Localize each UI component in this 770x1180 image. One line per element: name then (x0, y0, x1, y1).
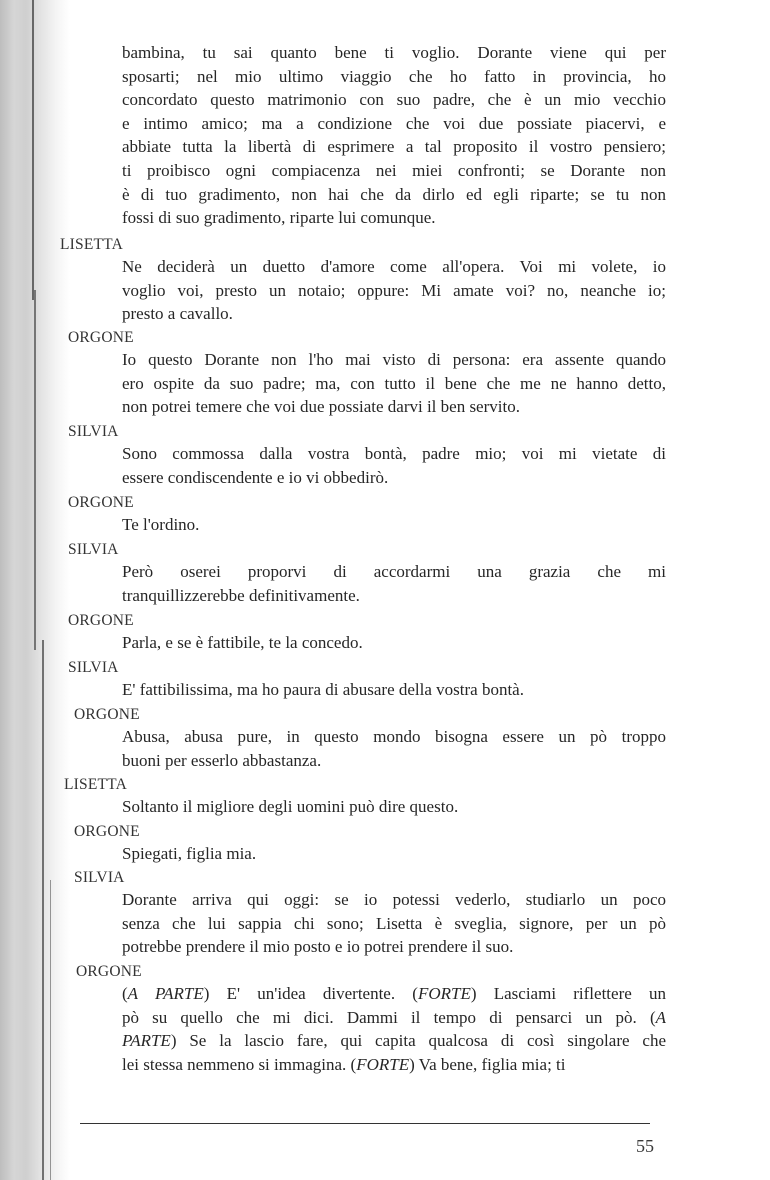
opening-speech-continuation (122, 41, 666, 230)
text-line (122, 1053, 666, 1077)
text-segment: ) Lasciami riflettere un (470, 984, 666, 1003)
text-line: Io questo Dorante non l'ho mai visto di persona: era assente quando (122, 350, 666, 369)
speech-text (122, 255, 666, 326)
text-line: e intimo amico; ma a condizione che voi due possiate piacervi, e (122, 113, 666, 133)
text-line: non potrei temere che voi due possiate darvi il ben servito. (122, 397, 520, 417)
text-line: Dorante arriva qui oggi: se io potessi vederlo, studiarlo un poco (122, 890, 666, 909)
speaker-name: ORGONE (74, 823, 140, 840)
text-line: tranquillizzerebbe definitivamente. (122, 585, 360, 605)
stage-direction: FORTE (417, 984, 471, 1003)
page-number: 55 (636, 1136, 654, 1156)
text-line (122, 1006, 666, 1030)
stage-direction: FORTE (356, 1054, 410, 1074)
text-line (122, 1029, 666, 1053)
stage-direction: A (655, 1007, 666, 1027)
speech-text (122, 982, 666, 1076)
text-segment: lei stessa nemmeno si immagina. ( (122, 1054, 357, 1074)
speaker-name: SILVIA (68, 541, 119, 558)
text-line: è di tuo gradimento, non hai che da dirlo ed egli riparte; se tu non (122, 184, 666, 204)
text-segment: ( (122, 984, 128, 1003)
text-line: Te l'ordino. (122, 515, 200, 534)
speaker-name: SILVIA (74, 869, 125, 886)
text-segment: pò su quello che mi dici. Dammi il tempo di pensarci un pò. ( (122, 1007, 656, 1027)
speaker-name: SILVIA (68, 659, 119, 676)
speaker-name: LISETTA (64, 776, 128, 793)
text-line: Sono commossa dalla vostra bontà, padre mio; voi mi vietate di (122, 444, 666, 463)
text-line: abbiate tutta la libertà di esprimere a tal proposito il vostro pensiero; (122, 137, 666, 157)
binding-line (50, 880, 51, 1180)
stage-direction: PARTE (122, 1031, 171, 1051)
text-line: potrebbe prendere il mio posto e io potrei prendere il suo. (122, 937, 514, 957)
text-line: Abusa, abusa pure, in questo mondo bisogna essere un pò troppo (122, 727, 666, 746)
text-line: Spiegati, figlia mia. (122, 844, 257, 863)
speech-text (122, 842, 666, 866)
speech-text (122, 348, 666, 419)
speaker-name: SILVIA (68, 423, 119, 440)
text-line: Parla, e se è fattibile, te la concedo. (122, 633, 363, 652)
speech-text (122, 888, 666, 959)
speech-text (122, 442, 666, 489)
text-line: voglio voi, presto un notaio; oppure: Mi amate voi? no, neanche io; (122, 280, 666, 300)
stage-direction: A PARTE (127, 984, 204, 1003)
text-line: fossi di suo gradimento, riparte lui comunque. (122, 208, 436, 228)
text-line: bambina, tu sai quanto bene ti voglio. Dorante viene qui per (122, 43, 666, 62)
speaker-name: LISETTA (60, 236, 124, 253)
text-line: ero ospite da suo padre; ma, con tutto il bene che me ne hanno detto, (122, 373, 666, 393)
speaker-name: ORGONE (68, 612, 134, 629)
speech-text (122, 678, 666, 702)
text-line: ti proibisco ogni compiacenza nei miei confronti; se Dorante non (122, 160, 666, 180)
text-line: concordato questo matrimonio con suo padre, che è un mio vecchio (122, 90, 666, 110)
speaker-name: ORGONE (76, 963, 142, 980)
speaker-name: ORGONE (68, 329, 134, 346)
speaker-name: ORGONE (68, 494, 134, 511)
text-line: essere condiscendente e io vi obbedirò. (122, 467, 389, 487)
text-line: E' fattibilissima, ma ho paura di abusare della vostra bontà. (122, 680, 524, 699)
text-line: Però oserei proporvi di accordarmi una grazia che mi (122, 562, 666, 581)
footer-rule (80, 1123, 650, 1124)
binding-line (34, 290, 36, 650)
text-line: presto a cavallo. (122, 304, 233, 324)
text-line: sposarti; nel mio ultimo viaggio che ho fatto in provincia, ho (122, 66, 666, 86)
text-line: senza che lui sappia chi sono; Lisetta è sveglia, signore, per un pò (122, 913, 666, 933)
speech-text (122, 513, 666, 537)
text-segment: ) E' un'idea divertente. ( (203, 984, 418, 1003)
binding-line (32, 0, 34, 300)
text-line: Soltanto il migliore degli uomini può dire questo. (122, 797, 459, 816)
text-segment: ) Se la lascio fare, qui capita qualcosa di così singolare che (170, 1031, 666, 1051)
text-line (122, 982, 666, 1006)
binding-line (42, 640, 44, 1180)
speech-text (122, 795, 666, 819)
speech-text (122, 725, 666, 772)
speaker-name: ORGONE (74, 706, 140, 723)
speech-text (122, 560, 666, 607)
speech-text (122, 631, 666, 655)
text-segment: ) Va bene, figlia mia; ti (409, 1054, 566, 1074)
text-line: Ne deciderà un duetto d'amore come all'opera. Voi mi volete, io (122, 257, 666, 276)
text-line: buoni per esserlo abbastanza. (122, 750, 322, 770)
